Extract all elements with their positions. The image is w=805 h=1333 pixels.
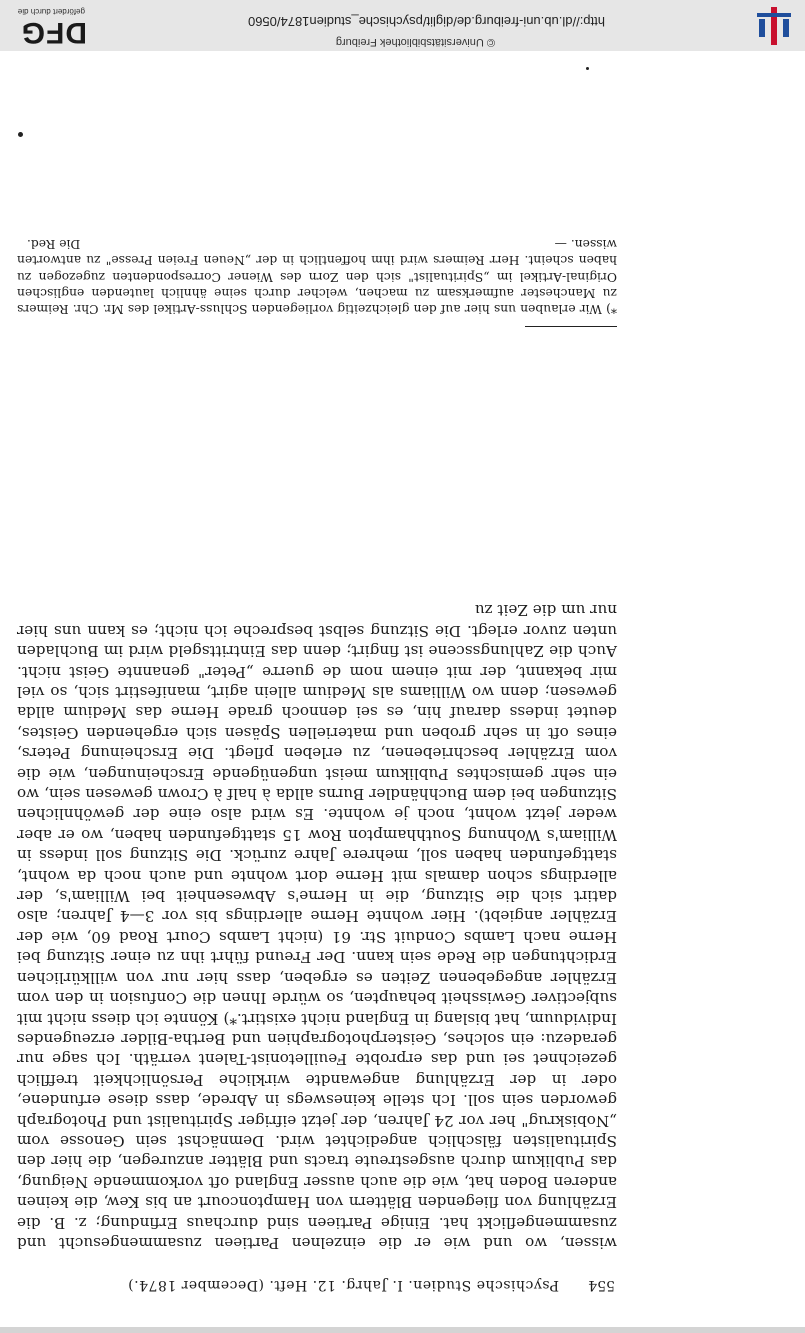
dfg-logo-text: DFG — [20, 16, 87, 49]
dfg-logo-icon — [3, 3, 89, 49]
page-number: 554 — [588, 1277, 615, 1293]
copyright-note: © Universitätsbibliothek Freiburg — [335, 36, 495, 48]
running-title: Psychische Studien. I. Jahrg. 12. Heft. (December 1874.) — [127, 1277, 559, 1293]
footnote — [17, 236, 617, 317]
scan-speck — [586, 67, 589, 70]
library-banner — [0, 0, 805, 51]
page-header — [20, 1271, 615, 1293]
footnote-divider — [525, 326, 617, 327]
scan-bottom-strip — [0, 1327, 805, 1333]
footnote-text: *) Wir erlauben uns hier auf den gleichzeitig vorliegenden Schluss-Artikel des Mr. Chr. Reimers zu Manchester aufmerksam zu machen, welcher durch seine ähnlich lautenden englischen Original-Artikel im „Spiritualist" sich den Zorn des Wiener Correspondenten zugezogen zu haben scheint. Herr Reimers wird ihm hoffentlich in der „Neuen Freien Presse" zu antworten wissen. — — [17, 237, 617, 316]
dfg-logo-subtitle: gefördert durch die — [17, 7, 85, 16]
scan-speck — [18, 132, 23, 137]
source-url[interactable]: http://dl.ub.uni-freiburg.de/diglit/psychische_studien1874/0560 — [247, 14, 605, 29]
body-text — [17, 600, 617, 1253]
footnote-signature: Die Red. — [27, 236, 81, 251]
ub-freiburg-logo-icon — [753, 5, 795, 47]
body-paragraph: wissen, wo und wie er die einzelnen Partieen zusammengesucht und zusammengeflickt hat. Einige Partieen sind durchaus Erfindung; z. B. die Erzählung von fliegenden Blättern von Hamptoncourt an bis Kew, die keinen anderen Boden hat, wie die auch ausser England oft vorkommende Neigung, das Publikum durch ausgestreute tracts und Blätter anzuregen, die hier den Spiritualisten fälschlich angedichtet wird. Demnächst sein Genosse vom „Nobiskrug" her vor 24 Jahren, der jetzt eifriger Spiritualist und Photograph geworden sein soll. Ich stelle keineswegs in Abrede, dass diese erfundene, oder in der Erzählung angewandte wirkliche Persönlichkeit trefflich gezeichnet sei und das erprobte Feuilletonist-Talent verräth. Ich sage nur geradezu: ein solches, Geisterphotographien und Bertha-Bilder erzeugendes Individuum, hat bislang in England nicht existirt.*) Könnte ich diess nicht mit subjectiver Gewissheit behaupten, so würde Ihnen die Confusion in den vom Erzähler angegebenen Zeiten es ergeben, dass hier nur von willkürlichen Erdichtungen die Rede sein kann. Der Freund führt ihn zu einer Sitzung bei Herne nach Lambs Conduit Str. 61 (nicht Lambs Court Road 60, wie der Erzähler angiebt). Hier wohnte Herne allerdings bis vor 3—4 Jahren; also datirt sich die Sitzung, die in Herne's Abwesenheit bei William's, der allerdings schon damals mit Herne dort wohnte und auch noch da wohnt, stattgefunden haben soll, mehrere Jahre zurück. Die Sitzung soll indess in William's Wohnung Southhampton Row 15 stattgefunden haben, wo er aber weder jetzt wohnt, noch je wohnte. Es wird also eine der gewöhnlichen Sitzungen bei dem Buchhändler Burns allda à half à Crown gewesen sein, wo ein sehr gemischtes Publikum meist ungenügende Erscheinungen, wie die vom Erzähler beschriebenen, zu erleben pflegt. Die Erscheinung Peters, eines oft in sehr groben und materiellen Späsen sich ergehenden Geistes, deutet indess darauf hin, es sei dennoch grade Herne das Medium allda gewesen; denn wo Williams als Medium allein agirt, manifestirt sich, so viel mir bekannt, der mit einem nom de guerre „Peter" genannte Geist nicht. Auch die Zahlungsscene ist fingirt; denn das Eintrittsgeld wird im Buchladen unten zuvor erlegt. Die Sitzung selbst bespreche ich nicht; es kann uns hier nur um die Zeit zu — [17, 601, 617, 1252]
